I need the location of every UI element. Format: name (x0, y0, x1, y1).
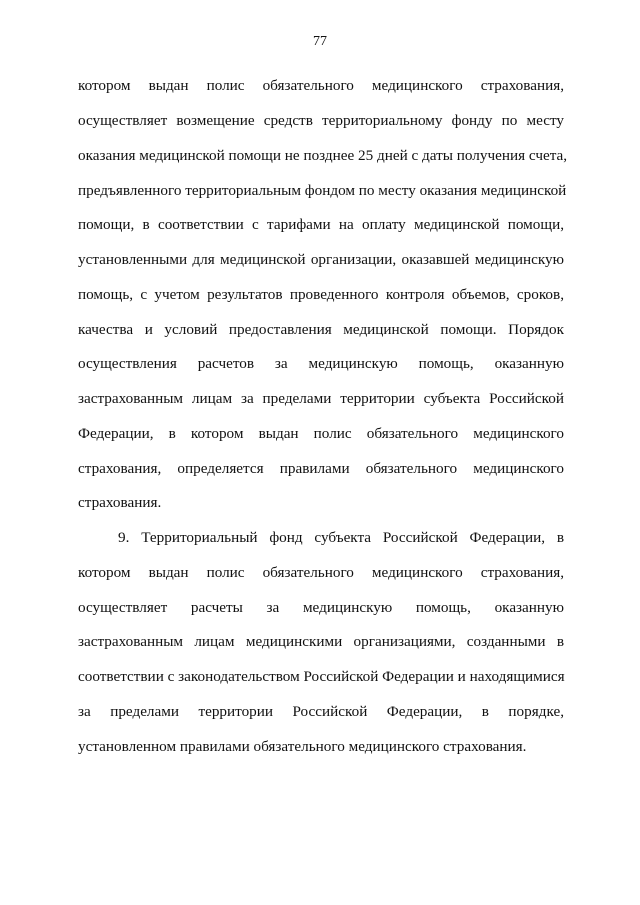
text-line: осуществляет возмещение средств территориальному фонду по месту (78, 112, 564, 129)
text-line: 9. Территориальный фонд субъекта Российской Федерации, в (118, 529, 564, 546)
text-line: застрахованным лицам за пределами территории субъекта Российской (78, 390, 564, 407)
text-line: помощь, с учетом результатов проведенного контроля объемов, сроков, (78, 286, 564, 303)
text-line: Федерации, в котором выдан полис обязательного медицинского (78, 425, 564, 442)
text-line: страхования, определяется правилами обязательного медицинского (78, 460, 564, 477)
text-line: за пределами территории Российской Федерации, в порядке, (78, 703, 564, 720)
text-line: помощи, в соответствии с тарифами на оплату медицинской помощи, (78, 216, 564, 233)
text-line: качества и условий предоставления медицинской помощи. Порядок (78, 321, 564, 338)
text-line: котором выдан полис обязательного медицинского страхования, (78, 77, 564, 94)
text-line: осуществления расчетов за медицинскую помощь, оказанную (78, 355, 564, 372)
text-line: застрахованным лицам медицинскими организациями, созданными в (78, 633, 564, 650)
text-line: страхования. (78, 494, 162, 511)
text-line: установленными для медицинской организации, оказавшей медицинскую (78, 251, 564, 268)
text-line: котором выдан полис обязательного медицинского страхования, (78, 564, 564, 581)
text-line: установленном правилами обязательного медицинского страхования. (78, 738, 527, 755)
text-line: соответствии с законодательством Российской Федерации и находящимися (78, 668, 565, 685)
page-number: 77 (313, 34, 327, 49)
text-line: предъявленного территориальным фондом по месту оказания медицинской (78, 182, 567, 199)
text-line: оказания медицинской помощи не позднее 25 дней с даты получения счета, (78, 147, 568, 164)
text-line: осуществляет расчеты за медицинскую помощь, оказанную (78, 599, 564, 616)
